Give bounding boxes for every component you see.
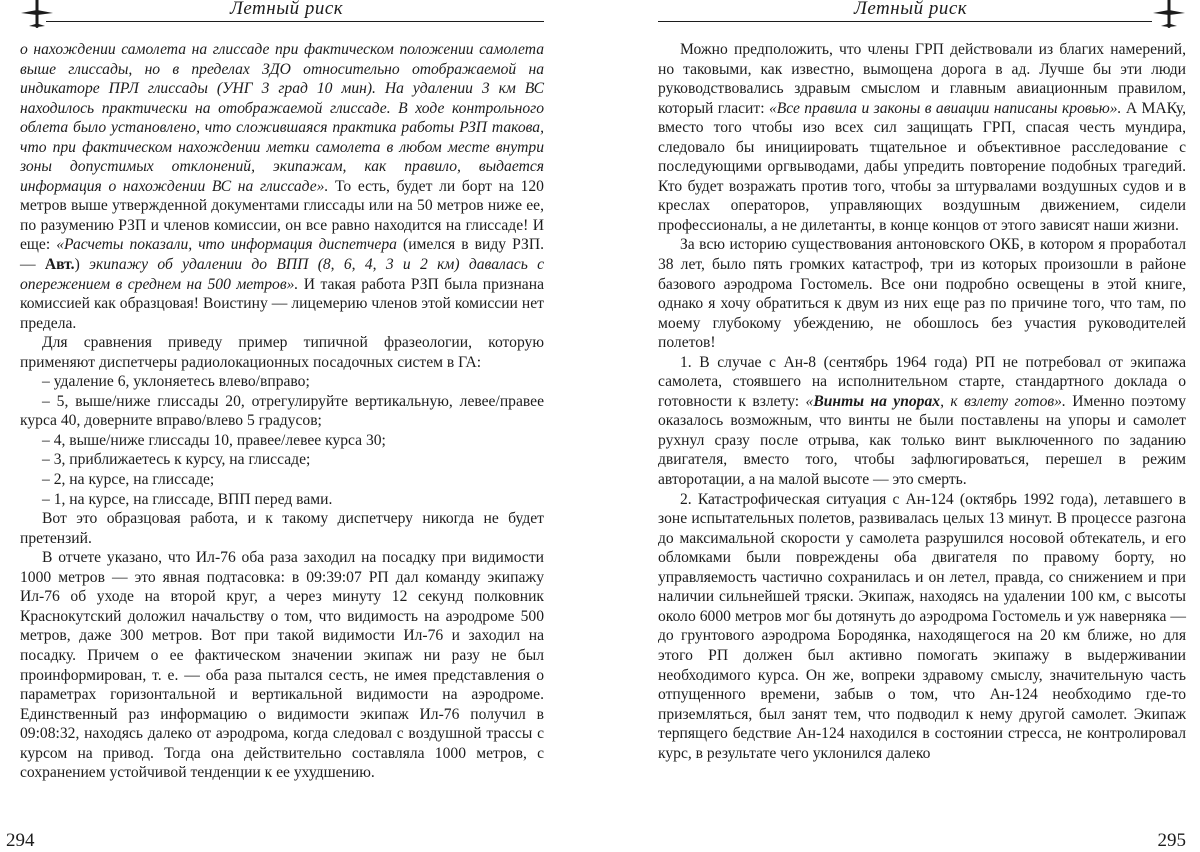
paragraph: Для сравнения приведу пример типичной фразеологии, которую применяют диспетчеры радиолокационных посадочных систем в ГА: [20, 334, 544, 371]
airplane-icon [1152, 0, 1186, 30]
left-page [0, 0, 600, 851]
right-body-text [658, 40, 1186, 763]
paragraph: В отчете указано, что Ил-76 оба раза заходил на посадку при видимости 1000 метров — это явная подтасовка: в 09:39:07 РП дал команду экипажу Ил-76 об уходе на второй круг, а через минуту 12 секунд полковник Краснокутский доложил начальству о том, что видимость на аэродроме 500 метров, даже 300 метров. Вот при такой видимости Ил-76 и заходил на посадку. Причем о ее фактическом значении экипаж ни разу не был проинформирован, т. е. — оба раза пытался сесть, не имея представления о параметрах горизонтальной и вертикальной видимости на аэродроме. Единственный раз информацию о видимости экипаж Ил-76 получил в 09:08:32, находясь далеко от аэродрома, когда следовал с воздушной трассы с курсом на привод. Тогда она действительно составляла 1000 метров, с сохранением устойчивой тенденции к ее ухудшению. [20, 549, 544, 782]
list-item: – 5, выше/ниже глиссады 20, отрегулируйте вертикальную, левее/правее курса 40, доверните вправо/влево 5 градусов; [20, 392, 544, 430]
list-item: – 2, на курсе, на глиссаде; [42, 471, 215, 489]
header-rule [46, 21, 544, 22]
running-head-title: Летный риск [230, 0, 344, 19]
list-item: – 3, приближаетесь к курсу, на глиссаде; [42, 451, 311, 469]
paragraph: За всю историю существования антоновского ОКБ, в котором я проработал 38 лет, было пять громких катастроф, три из которых произошли в районе базового аэродрома Гостомель. Все они подробно освещены в этой книге, однако я хочу обратиться к двум из них еще раз по причине того, что там, по моему глубокому убеждению, не обошлось без участия руководителей полетов! [658, 236, 1186, 352]
page-number: 295 [1157, 830, 1186, 851]
paragraph: Вот это образцовая работа, и к такому диспетчеру никогда не будет претензий. [20, 510, 544, 547]
right-page [600, 0, 1200, 851]
paragraph: 1. В случае с Ан-8 (сентябрь 1964 года) РП не потребовал от экипажа самолета, стоявшего на исполнительном старте, стандартного доклада о готовности к взлету: «Винты на упорах, к взлету готов». Именно поэтому оказалось возможным, что винты не были поставлены на упоры и самолет рухнул сразу после отрыва, как только винт выключенного по заданию двигателя, вместо того, чтобы зафлюгироваться, перешел в режим авторотации, а на малой высоте — это смерть. [658, 353, 1187, 489]
left-running-head [20, 0, 544, 34]
list-item: – 1, на курсе, на глиссаде, ВПП перед вами. [42, 490, 333, 508]
list-item: – удаление 6, уклоняетесь влево/вправо; [42, 373, 310, 391]
airplane-icon [20, 0, 54, 30]
header-rule [658, 21, 1152, 22]
right-running-head [658, 0, 1186, 34]
list-item: – 4, выше/ниже глиссады 10, правее/левее курса 30; [42, 431, 386, 449]
left-body-text [20, 40, 544, 783]
running-head-title: Летный риск [854, 0, 968, 19]
paragraph: 2. Катастрофическая ситуация с Ан-124 (октябрь 1992 года), летавшего в зоне испытательных полетов, развивалась целых 13 минут. В процессе разгона до максимальной скорости у самолета разрушился носовой обтекатель, и его обломками были повреждены оба двигателя по правому борту, но управляемость частично сохранилась и он летел, правда, со снижением и при наличии сильнейшей тряски. Экипаж, находясь на удалении 100 км, с высоты около 6000 метров мог бы дотянуть до аэродрома Гостомель и уж наверняка — до грунтового аэродрома Бородянка, находящегося на 20 км ближе, но для этого РП должен был активно помогать экипажу в выдерживании необходимого курса. Он же, вопреки здравому смыслу, значительную часть отпущенного времени, забыв о том, что Ан-124 необходимо где-то приземляться, был занят тем, что подводил к нему другой самолет. Экипаж терпящего бедствие Ан-124 находился в состоянии стресса, не контролировал курс, в результате чего уклонился далеко [658, 490, 1186, 762]
paragraph: Можно предположить, что члены ГРП действовали из благих намерений, но таковыми, как известно, вымощена дорога в ад. Лучше бы эти люди руководствовались здравым смыслом и главным авиационным правилом, который гласит: «Все правила и законы в авиации написаны кровью». А МАКу, вместо того чтобы изо всех сил защищать ГРП, спасая честь мундира, следовало бы инициировать тщательное и объективное расследование с последующими оргвыводами, дабы упредить повторение подобных трагедий. Кто будет возражать против того, чтобы за штурвалами воздушных судов и в креслах операторов, управляющих воздушным движением, сидели профессионалы, а не дилетанты, в конце концов от этого зависят наши жизни. [658, 41, 1187, 234]
page-number: 294 [6, 830, 35, 851]
paragraph: о нахождении самолета на глиссаде при фактическом положении самолета выше глиссады, но в пределах ЗДО относительно отображаемой на индикаторе ПРЛ глиссады (УНГ 3 град 10 мин). На удалении 3 км ВС находилось практически на отображаемой глиссаде. В ходе контрольного облета было установлено, что сложившаяся практика работы РЗП такова, что при фактическом нахождении метки самолета в любом месте внутри зоны допустимых отклонений, экипажам, как правило, выдается информация о нахождении ВС на глиссаде». То есть, будет ли борт на 120 метров выше утвержденной документами глиссады или на 50 метров ниже ее, по разумению РЗП и членов комиссии, он все равно находится на глиссаде! И еще: «Расчеты показали, что информация диспетчера (имелся в виду РЗП. — Авт.) экипажу об удалении до ВПП (8, 6, 4, 3 и 2 км) давалась с опережением в среднем на 500 метров». И такая работа РЗП была признана комиссией как образцовая! Воистину — лицемерию членов этой комиссии нет предела. [20, 41, 545, 332]
